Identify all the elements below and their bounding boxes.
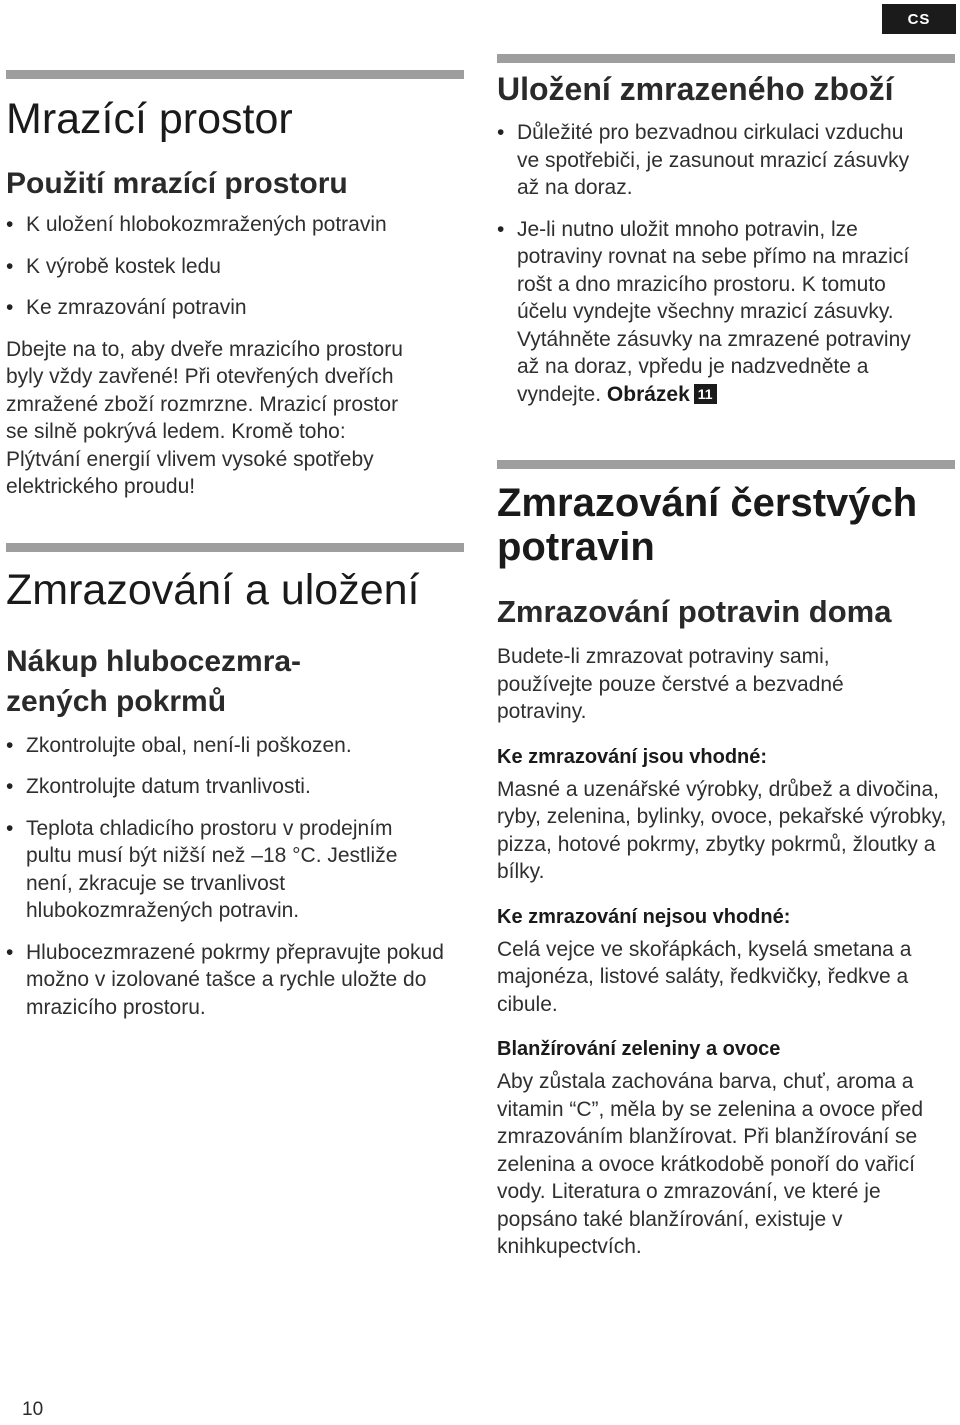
list-item: • Zkontrolujte datum trvanlivosti. (6, 773, 446, 801)
left-column (6, 0, 464, 1021)
section-divider (6, 70, 464, 79)
section-title-frozen-storage: Uložení zmrazeného zboží (497, 71, 894, 107)
unsuitable-foods-paragraph: Celá vejce ve skořápkách, kyselá smetana a majonéza, listové saláty, ředkvičky, ředkve a cibule. (497, 937, 912, 1016)
section-title-freezing-storage: Zmrazování a uložení (6, 565, 420, 614)
subsection-title-home-freezing: Zmrazování potravin doma (497, 594, 892, 629)
list-item: • K uložení hlobokozmražených potravin (6, 211, 464, 239)
door-warning-paragraph: Dbejte na to, aby dveře mrazicího prostoru byly vždy zavřené! Při otevřených dveřích zmražené zboží rozmrzne. Mrazicí prostor se silně pokrývá ledem. Kromě toho: Plýtvání energií vlivem vysoké spotřeby elektrického proudu! (6, 337, 403, 498)
section-divider (497, 460, 955, 469)
section-divider (497, 54, 955, 63)
right-column (497, 0, 955, 1261)
heading-suitable: Ke zmrazování jsou vhodné: (497, 745, 768, 768)
list-item: • Hlubocezmrazené pokrmy přepravujte pokud možno v izolované tašce a rychle uložte do mrazicího prostoru. (6, 939, 446, 1022)
freezer-use-list (6, 211, 464, 322)
language-badge: CS (882, 4, 956, 34)
section-divider (6, 543, 464, 552)
page-number: 10 (22, 1399, 44, 1420)
list-item: • Zkontrolujte obal, není-li poškozen. (6, 732, 446, 760)
blanching-paragraph: Aby zůstala zachována barva, chuť, aroma a vitamin “C”, měla by se zelenina a ovoce před zmrazováním blanžírovat. Při blanžírování se zelenina a ovoce krátkodobě ponoří do vařicí vody. Literatura o zmrazování, ve které je popsáno také blanžírování, existuje v knihkupectvích. (497, 1070, 924, 1258)
section-title-freezer: Mrazící prostor (6, 95, 293, 143)
subsection-title-buying: Nákup hlubocezmra- zených pokrmů (6, 644, 302, 718)
heading-blanching: Blanžírování zeleniny a ovoce (497, 1038, 781, 1060)
figure-number-badge: 11 (694, 384, 717, 404)
buying-checklist (6, 732, 446, 1022)
heading-unsuitable: Ke zmrazování nejsou vhodné: (497, 905, 791, 928)
list-item: • Důležité pro bezvadnou cirkulaci vzduchu ve spotřebiči, je zasunout mrazicí zásuvky až na doraz. (497, 119, 927, 202)
frozen-storage-list (497, 119, 927, 408)
section-title-fresh-freezing: Zmrazování čerstvých potravin (497, 481, 918, 569)
list-item-text: Je-li nutno uložit mnoho potravin, lze potraviny rovnat na sebe přímo na mrazicí rošt a dno mrazicího prostoru. K tomuto účelu vyndejte všechny mrazicí zásuvky. Vytáhněte zásuvky na zmrazené potraviny až na doraz, vpředu je nadzvedněte a vyndejte. (517, 217, 911, 406)
figure-reference: Obrázek (606, 382, 690, 406)
fresh-food-paragraph: Budete-li zmrazovat potraviny sami, používejte pouze čerstvé a bezvadné potraviny. (497, 645, 844, 723)
list-item (497, 216, 927, 409)
subsection-title-freezer-use: Použití mrazící prostoru (6, 167, 348, 200)
list-item: • Teplota chladicího prostoru v prodejním pultu musí být nižší než –18 °C. Jestliže není, zkracuje se trvanlivost hlubokozmražených potravin. (6, 815, 406, 925)
suitable-foods-paragraph: Masné a uzenářské výrobky, drůbež a divočina, ryby, zelenina, bylinky, ovoce, pekařské výrobky, pizza, hotové pokrmy, zbytky pokrmů, žloutky a bílky. (497, 777, 947, 883)
list-item: • K výrobě kostek ledu (6, 253, 464, 281)
list-item: • Ke zmrazování potravin (6, 294, 464, 322)
